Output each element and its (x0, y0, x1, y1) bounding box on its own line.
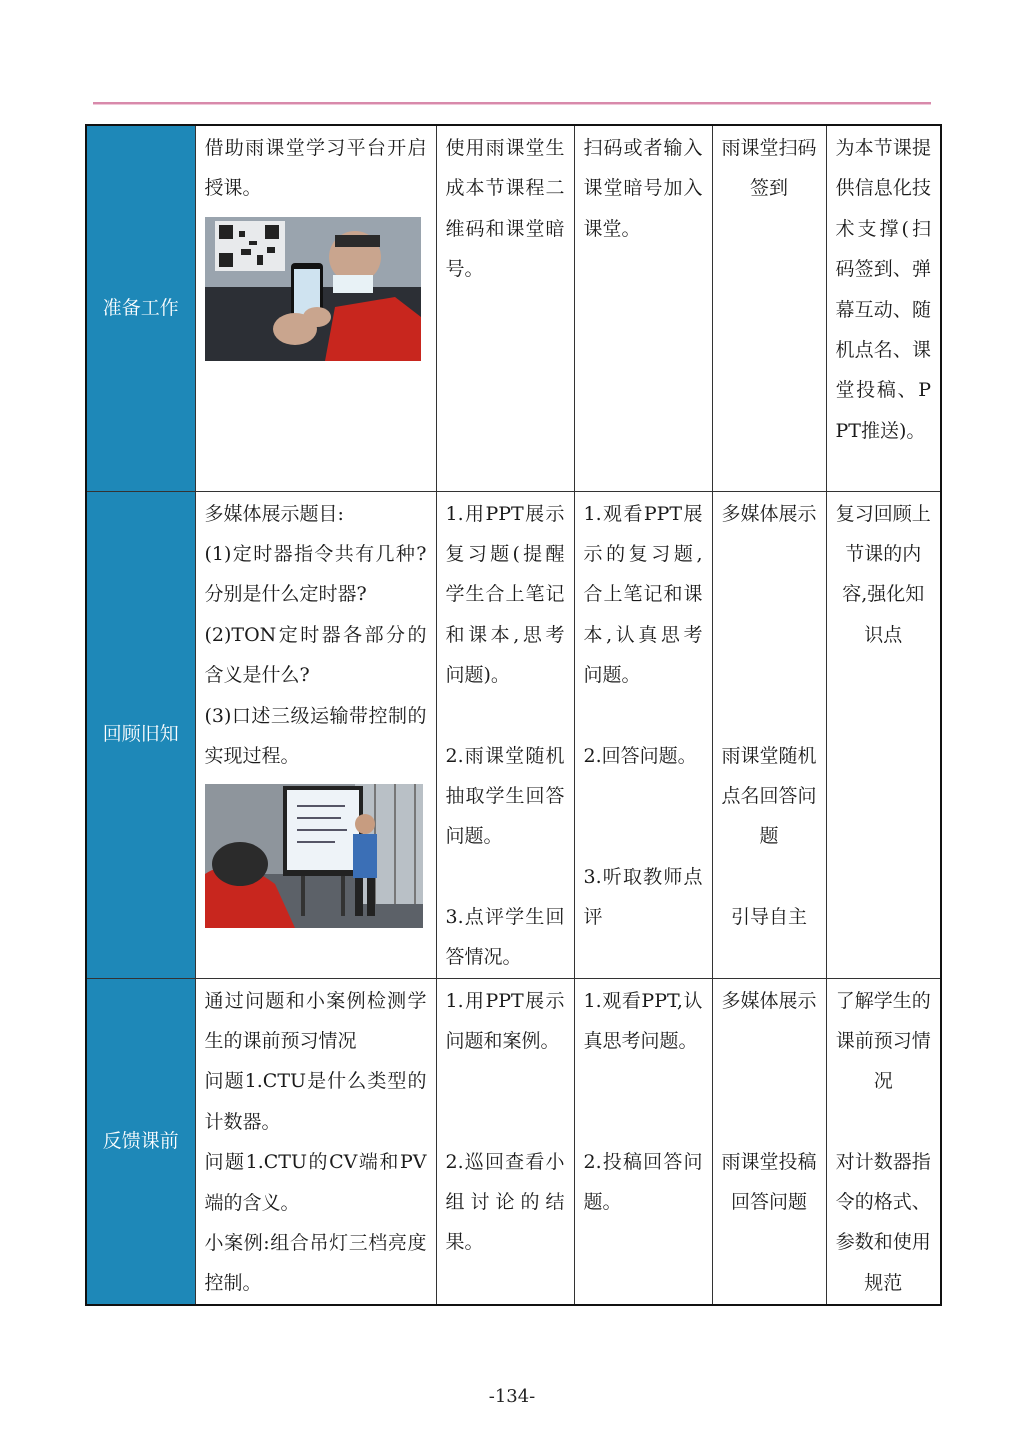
means-item: 多媒体展示 (721, 989, 817, 1012)
table-row (86, 491, 941, 978)
student-step: 2.投稿回答问题。 (583, 1150, 703, 1213)
student-step: 1.观看PPT,认真思考问题。 (583, 989, 703, 1052)
teacher-step: 1.用PPT展示问题和案例。 (445, 989, 565, 1052)
header-rule (93, 102, 931, 105)
content-line: 通过问题和小案例检测学生的课前预习情况 (204, 989, 427, 1052)
content-cell (195, 491, 436, 978)
classroom-photo (205, 784, 423, 928)
teacher-step: 2.雨课堂随机抽取学生回答问题。 (445, 744, 565, 848)
teacher-cell: 使用雨课堂生成本节课程二维码和课堂暗号。 (436, 125, 574, 491)
intent-cell: 复习回顾上节课的内容,强化知识点 (826, 491, 941, 978)
stage-cell: 回顾旧知 (86, 491, 195, 978)
student-step: 1.观看PPT展示的复习题,合上笔记和课本,认真思考问题。 (583, 502, 703, 687)
lesson-table (85, 124, 942, 1306)
teacher-step: 1.用PPT展示复习题(提醒学生合上笔记和课本,思考问题)。 (445, 502, 565, 687)
student-cell: 扫码或者输入课堂暗号加入课堂。 (574, 125, 712, 491)
qr-scan-photo (205, 217, 421, 361)
teacher-step: 3.点评学生回答情况。 (445, 905, 565, 969)
content-line: 问题1.CTU的CV端和PV端的含义。 (204, 1151, 427, 1214)
page-number: -134- (488, 1386, 536, 1407)
means-item: 引导自主 (730, 905, 807, 928)
table-row (86, 125, 941, 491)
content-line: 多媒体展示题目: (204, 502, 344, 525)
intent-cell: 为本节课提供信息化技术支撑(扫码签到、弹幕互动、随机点名、课堂投稿、PPT推送)。 (826, 125, 941, 491)
means-item: 雨课堂随机点名回答问题 (721, 744, 817, 848)
stage-cell: 反馈课前 (86, 978, 195, 1305)
content-cell (195, 978, 436, 1305)
teacher-cell (436, 978, 574, 1305)
content-text: 借助雨课堂学习平台开启授课。 (204, 137, 427, 200)
student-step: 3.听取教师点评 (583, 865, 703, 928)
intent-cell (826, 978, 941, 1305)
content-line: (1)定时器指令共有几种?分别是什么定时器? (204, 542, 427, 606)
content-line: (2)TON定时器各部分的含义是什么? (204, 623, 427, 687)
intent-item: 了解学生的课前预习情况 (835, 989, 931, 1093)
content-cell (195, 125, 436, 491)
means-item: 雨课堂投稿回答问题 (721, 1150, 817, 1213)
content-line: 小案例:组合吊灯三档亮度控制。 (204, 1232, 427, 1295)
content-line: 问题1.CTU是什么类型的计数器。 (204, 1070, 427, 1133)
means-cell (712, 491, 826, 978)
teacher-cell (436, 491, 574, 978)
means-cell: 雨课堂扫码签到 (712, 125, 826, 491)
stage-cell: 准备工作 (86, 125, 195, 491)
intent-item: 对计数器指令的格式、参数和使用规范 (835, 1150, 931, 1294)
content-line: (3)口述三级运输带控制的实现过程。 (204, 704, 427, 767)
table-row (86, 978, 941, 1305)
student-cell (574, 491, 712, 978)
means-cell (712, 978, 826, 1305)
student-step: 2.回答问题。 (583, 744, 697, 767)
student-cell (574, 978, 712, 1305)
teacher-step: 2.巡回查看小组讨论的结果。 (445, 1150, 565, 1254)
means-item: 多媒体展示 (721, 502, 817, 525)
